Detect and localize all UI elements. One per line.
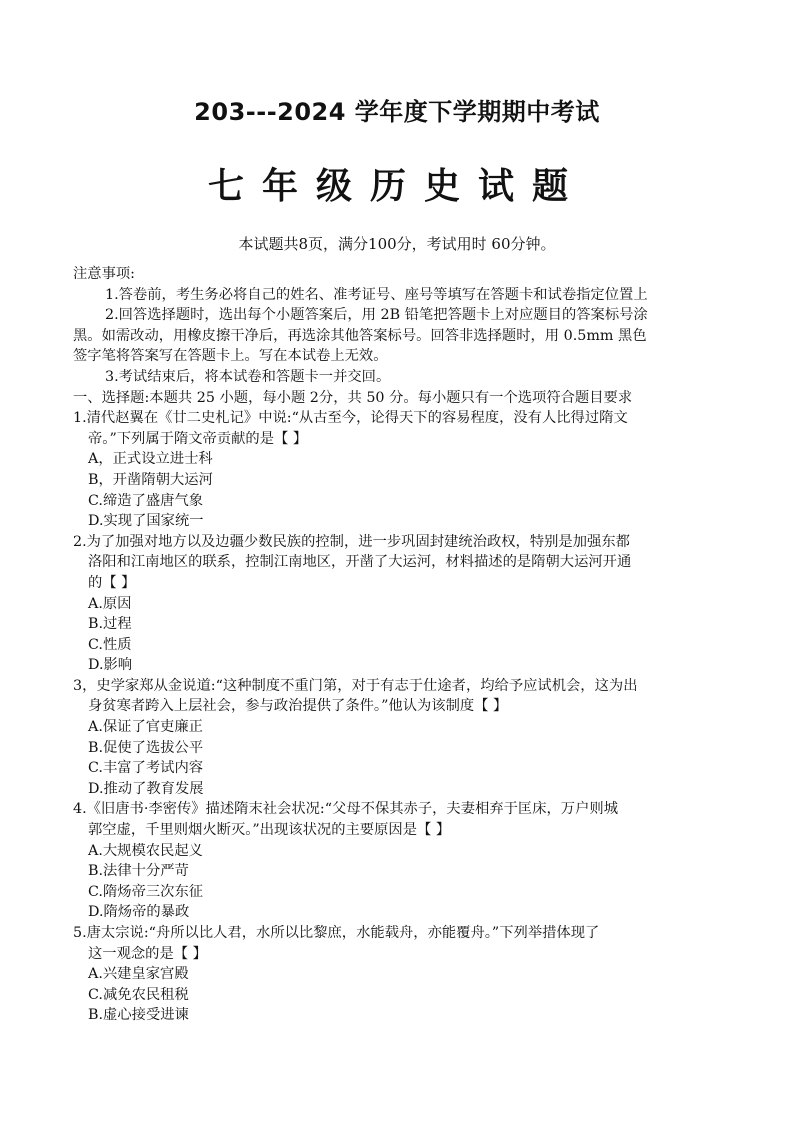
question-3-option-b: B.促使了选拔公平 — [88, 739, 204, 756]
question-4-stem: 4.《旧唐书·李密传》描述隋末社会状况:“父母不保其赤子，夫妻相弃于匡床，万户则城 — [73, 801, 618, 818]
exam-title: 203---2024 学年度下学期期中考试 — [194, 98, 600, 126]
question-1-option-a: A，正式设立进士科 — [88, 451, 213, 468]
question-4-option-a: A.大规模农民起义 — [88, 842, 203, 859]
question-4-stem: 郭空虚，千里则烟火断灭。”出现该状况的主要原因是【 】 — [88, 822, 451, 839]
question-3-stem: 身贫寒者跨入上层社会，参与政治提供了条件。”他认为该制度【 】 — [88, 698, 508, 715]
question-5-option: C.减免农民租税 — [88, 986, 189, 1003]
question-5-stem: 这一观念的是【 】 — [88, 945, 207, 962]
question-2-option-c: C.性质 — [88, 636, 132, 653]
exam-body — [73, 264, 721, 1026]
question-4-option-b: B.法律十分严苛 — [88, 863, 189, 880]
notice-line: 3.考试结束后，将本试卷和答题卡一并交回。 — [105, 368, 391, 385]
question-2-option-b: B.过程 — [88, 616, 132, 633]
question-1-stem: 帝。”下列属于隋文帝贡献的是【 】 — [88, 430, 308, 447]
notice-line: 1.答卷前，考生务必将自己的姓名、准考证号、座号等填写在答题卡和试卷指定位置上 — [105, 286, 648, 303]
exam-subtitle: 七年级历史试题 — [207, 166, 586, 207]
notice-heading: 注意事项: — [73, 266, 136, 282]
notice-line: 黑。如需改动，用橡皮擦干净后，再选涂其他答案标号。回答非选择题时，用 0.5mm 黑色 — [73, 327, 647, 344]
section-heading: 一、选择题:本题共 25 小题，每小题 2分，共 50 分。每小题只有一个选项符合题目要求 — [73, 389, 633, 406]
question-2-stem: 2.为了加强对地方以及边疆少数民族的控制，进一步巩固封建统治政权，特别是加强东都 — [73, 533, 630, 550]
question-5-option: B.虚心接受进谏 — [88, 1007, 189, 1024]
question-2-stem: 的【 】 — [88, 574, 136, 591]
exam-intro: 本试题共8页，满分100分，考试用时 60分钟。 — [238, 235, 556, 253]
question-2-option-d: D.影响 — [88, 657, 133, 674]
question-4-option-c: C.隋炀帝三次东征 — [88, 883, 204, 900]
question-1-option-d: D.实现了国家统一 — [88, 513, 204, 530]
notice-line: 2.回答选择题时，选出每个小题答案后，用 2B 铅笔把答题卡上对应题目的答案标号涂 — [105, 307, 648, 324]
notice-line: 签字笔将答案写在答题卡上。写在本试卷上无效。 — [73, 348, 388, 365]
question-1-stem: 1.清代赵翼在《廿二史札记》中说:“从古至今，论得天下的容易程度，没有人比得过隋文 — [73, 410, 628, 427]
question-2-option-a: A.原因 — [88, 595, 132, 612]
question-3-option-d: D.推动了教育发展 — [88, 780, 204, 797]
question-3-option-a: A.保证了官吏廉正 — [88, 719, 203, 736]
question-5-stem: 5.唐太宗说:“舟所以比人君，水所以比黎庶，水能载舟，亦能覆舟。”下列举措体现了 — [73, 925, 600, 941]
question-1-option-b: B，开凿隋朝大运河 — [88, 471, 213, 488]
question-3-stem: 3，史学家郑从金说道:“这种制度不重门第，对于有志于仕途者，均给予应试机会，这为出 — [73, 677, 638, 694]
question-4-option-d: D.隋炀帝的暴政 — [88, 904, 190, 921]
question-2-stem: 洛阳和江南地区的联系，控制江南地区，开凿了大运河，材料描述的是隋朝大运河开通 — [88, 554, 632, 571]
question-3-option-c: C.丰富了考试内容 — [88, 760, 204, 777]
question-5-option: A.兴建皇家宫殿 — [88, 966, 189, 983]
question-1-option-c: C.缔造了盛唐气象 — [88, 492, 204, 509]
